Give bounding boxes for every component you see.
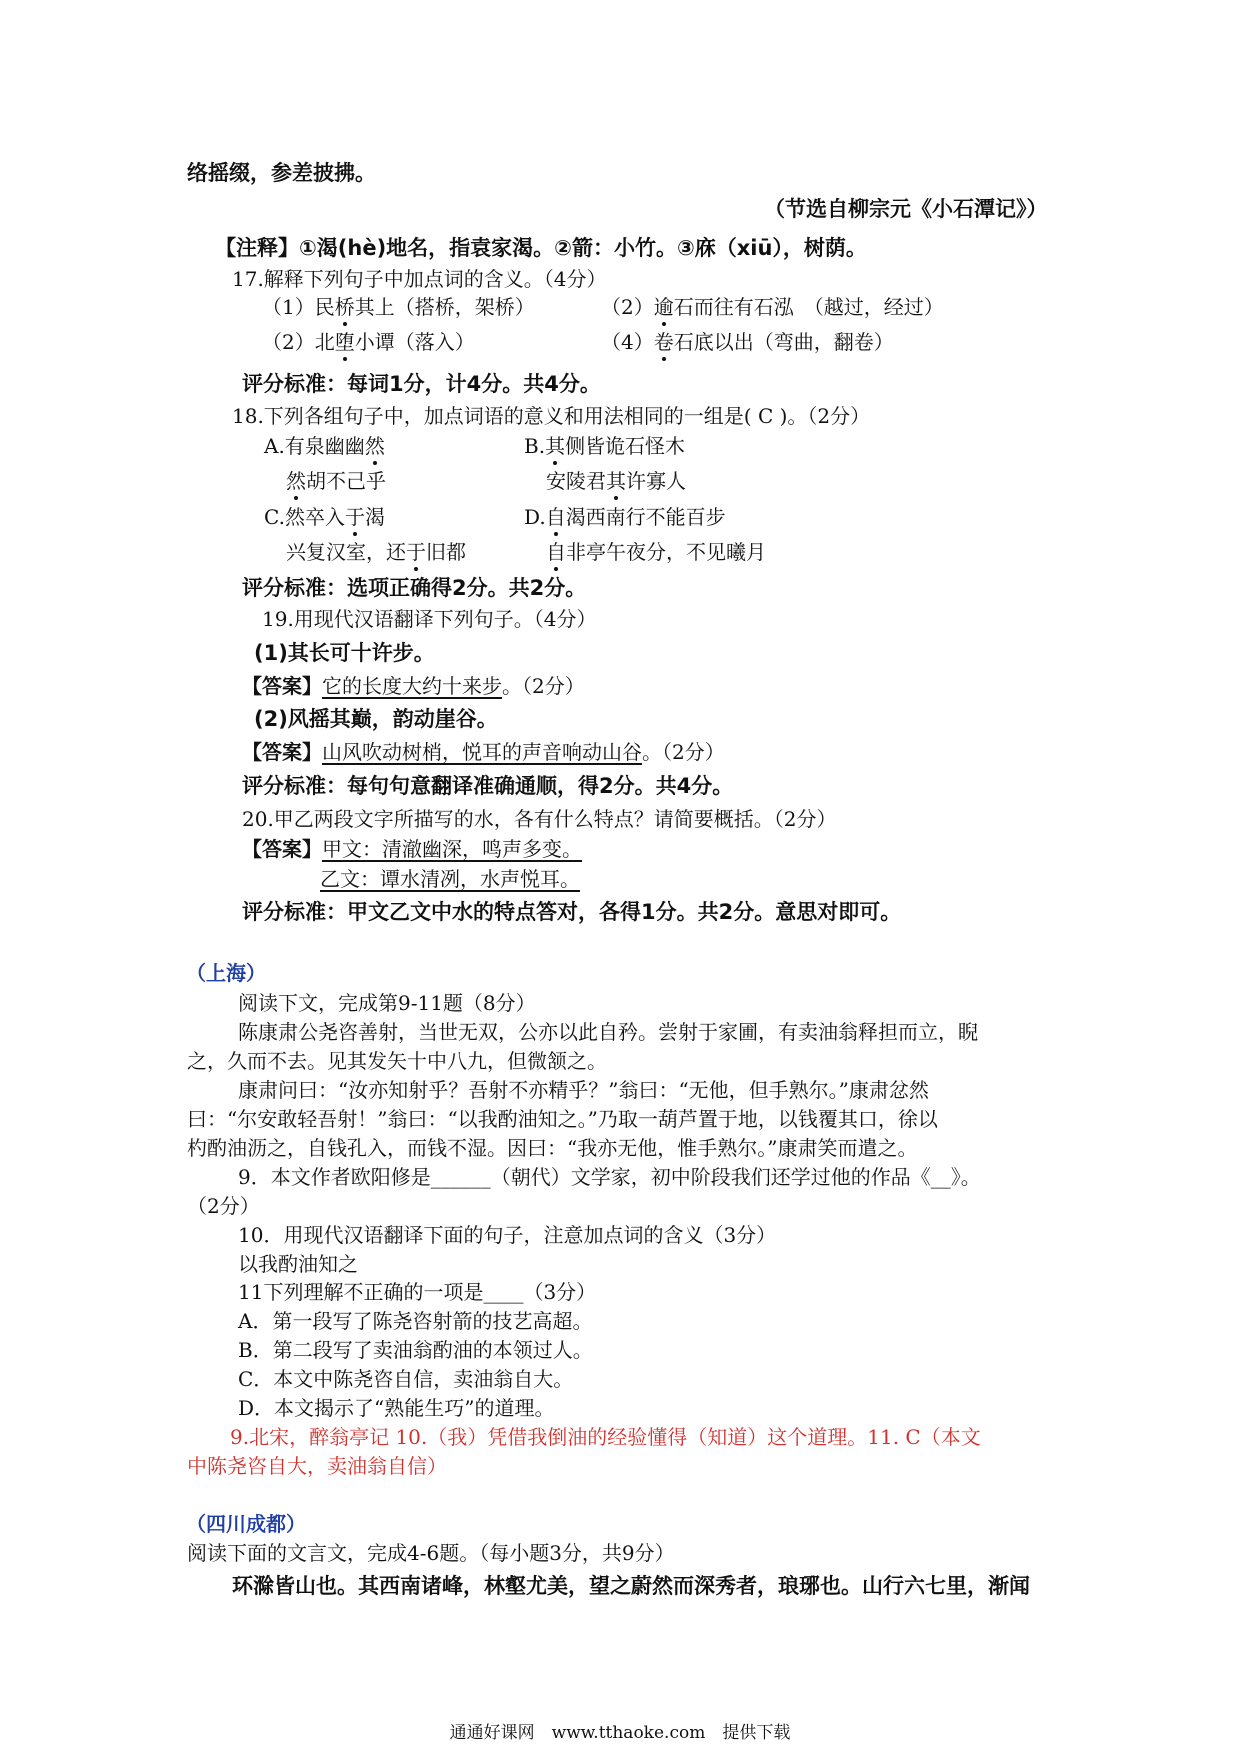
q19-sentence-2: (2)风摇其巅，韵动崖谷。 [254,707,498,731]
q18-option-a1: A.有泉幽幽然 [264,434,385,458]
q18-option-a2: 然胡不己乎 [286,469,386,493]
q18-option-d1: D.自渴西南行不能百步 [524,505,726,529]
shanghai-q10: 10．用现代汉语翻译下面的句子，注意加点词的含义（3分） [238,1223,777,1247]
q19-score: 评分标准：每句句意翻译准确通顺，得2分。共4分。 [242,774,734,798]
shanghai-para2-line3: 杓酌油沥之，自钱孔入，而钱不湿。因曰：“我亦无他，惟手熟尔。”康肃笑而遣之。 [187,1136,918,1160]
passage-source: （节选自柳宗元《小石潭记》） [764,197,1048,221]
q20-score: 评分标准：甲文乙文中水的特点答对，各得1分。共2分。意思对即可。 [242,900,902,924]
q17-item-1: （1）民桥其上（搭桥，架桥） [262,295,535,319]
q20-answer-1: 【答案】甲文：清澈幽深，鸣声多变。 [242,837,582,861]
q17-stem: 17.解释下列句子中加点词的含义。（4分） [232,267,607,291]
annotation-note: 【注释】①渴(hè)地名，指袁家渴。②箭：小竹。③庥（xiū），树荫。 [215,236,867,260]
shanghai-answer-line2: 中陈尧咨自大，卖油翁自信） [187,1454,447,1478]
q18-option-d2: 自非亭午夜分，不见曦月 [546,540,766,564]
shanghai-q10-sentence: 以我酌油知之 [238,1252,358,1276]
shanghai-q11-option-c: C．本文中陈尧咨自信，卖油翁自大。 [238,1367,574,1391]
chengdu-heading: （四川成都） [186,1512,306,1536]
shanghai-q11: 11下列理解不正确的一项是____（3分） [238,1280,597,1304]
q20-stem: 20.甲乙两段文字所描写的水，各有什么特点？请简要概括。（2分） [242,807,837,831]
q18-option-b1: B.其侧皆诡石怪木 [524,434,686,458]
q19-answer-1: 【答案】它的长度大约十来步。（2分） [242,674,585,698]
shanghai-para1-line1: 陈康肃公尧咨善射，当世无双，公亦以此自矜。尝射于家圃，有卖油翁释担而立，睨 [238,1020,978,1044]
chengdu-intro: 阅读下面的文言文，完成4-6题。（每小题3分，共9分） [187,1541,675,1565]
q18-stem: 18.下列各组句子中，加点词语的意义和用法相同的一组是( C )。（2分） [232,404,871,428]
shanghai-q9: 9．本文作者欧阳修是______（朝代）文学家，初中阶段我们还学过他的作品《__》。 [238,1165,981,1189]
shanghai-q11-option-d: D．本文揭示了“熟能生巧”的道理。 [238,1396,555,1420]
q19-answer-2: 【答案】山风吹动树梢，悦耳的声音响动山谷。（2分） [242,740,725,764]
shanghai-heading: （上海） [186,961,266,985]
shanghai-q11-option-a: A．第一段写了陈尧咨射箭的技艺高超。 [238,1309,593,1333]
q17-item-3: （2）北堕小谭（落入） [262,330,475,354]
q18-option-c2: 兴复汉室，还于旧都 [286,540,466,564]
q17-score: 评分标准：每词1分，计4分。共4分。 [242,372,601,396]
shanghai-answer-line1: 9.北宋，醉翁亭记 10.（我）凭借我倒油的经验懂得（知道）这个道理。11. C（本文 [230,1425,981,1449]
q17-item-4: （4）卷石底以出（弯曲，翻卷） [601,330,894,354]
q20-answer-2: 乙文：谭水清冽，水声悦耳。 [320,867,580,891]
shanghai-q11-option-b: B．第二段写了卖油翁酌油的本领过人。 [238,1338,593,1362]
q19-stem: 19.用现代汉语翻译下列句子。（4分） [262,607,597,631]
chengdu-passage-line1: 环滁皆山也。其西南诸峰，林壑尤美，望之蔚然而深秀者，琅琊也。山行六七里，渐闻 [232,1574,1030,1598]
shanghai-para2-line1: 康肃问曰：“汝亦知射乎？吾射不亦精乎？”翁曰：“无他，但手熟尔。”康肃忿然 [238,1078,929,1102]
shanghai-para1-line2: 之，久而不去。见其发矢十中八九，但微颔之。 [187,1049,607,1073]
shanghai-para2-line2: 曰：“尔安敢轻吾射！”翁曰：“以我酌油知之。”乃取一葫芦置于地，以钱覆其口，徐以 [187,1107,938,1131]
page-footer: 通通好课网 www.tthaoke.com 提供下载 [449,1723,791,1743]
q18-option-c1: C.然卒入于渴 [264,505,385,529]
passage-tail-line: 络摇缀，参差披拂。 [187,161,376,185]
shanghai-q9-points: （2分） [187,1194,260,1218]
shanghai-intro: 阅读下文，完成第9-11题（8分） [238,991,536,1015]
q19-sentence-1: (1)其长可十许步。 [254,641,435,665]
q18-option-b2: 安陵君其许寡人 [546,469,686,493]
q17-item-2: （2）逾石而往有石泓 （越过，经过） [601,295,944,319]
q18-score: 评分标准：选项正确得2分。共2分。 [242,576,587,600]
